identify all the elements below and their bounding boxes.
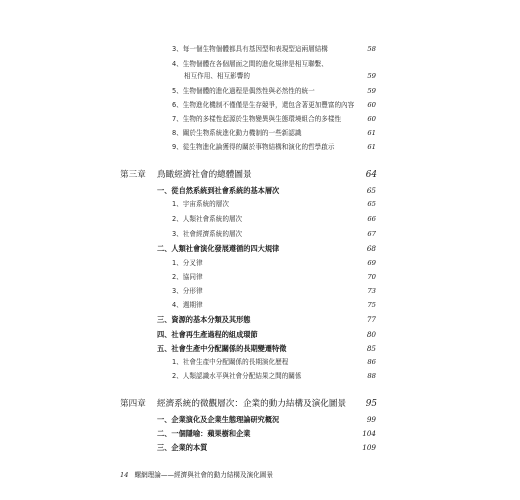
toc-section [0,328,520,341]
toc-section [0,342,520,355]
toc-entry-page: 70 [367,273,376,281]
toc-entry-text: 4、週期律 [172,301,203,309]
toc-entry-text: 相互作用、相互影響的 [184,72,250,80]
toc-entry-text: 6、生物進化機制不僅僅是生存競爭，還包含著更加豐富的內容 [172,101,355,109]
toc-entry-text: 1、宇宙系統的層次 [172,200,229,208]
chapter-page: 95 [365,399,377,409]
toc-entry-text: 1、分叉律 [172,259,203,267]
toc-section [0,441,520,454]
toc-entry-page: 88 [367,372,376,380]
toc-section [0,413,520,426]
toc-entry [0,85,520,98]
toc-entry-page: 60 [367,101,376,109]
toc-section-page: 80 [366,330,376,339]
toc-entry [0,113,520,126]
toc-entry [0,198,520,211]
toc-entry-page: 86 [367,358,376,366]
toc-entry-page: 67 [367,230,376,238]
toc-entry-text: 7、生物的多樣性起源於生物變異與生態環境組合的多樣性 [172,115,342,123]
footer-page-number: 14 [120,471,129,479]
toc-entry [0,271,520,284]
footer-running-title: 螺網理論——經濟與社會的動力結構及演化圖景 [134,471,273,479]
toc-section [0,313,520,326]
toc-section-text: 三、企業的本質 [157,443,208,452]
toc-section [0,427,520,440]
toc-entry-page: 58 [367,45,376,53]
toc-section-page: 68 [366,244,376,253]
chapter-heading [0,398,520,411]
toc-section-text: 一、企業演化及企業生態理論研究概況 [157,415,280,424]
toc-entry [0,43,520,56]
toc-section-text: 二、人類社會演化發展遵循的四大規律 [157,244,280,253]
chapter-title: 經濟系統的微觀層次：企業的動力結構及演化圖景 [157,399,347,409]
toc-section-page: 99 [366,415,376,424]
toc-entry-text: 9、從生物進化論獲得的關於事物結構和演化的哲學啟示 [172,143,335,151]
toc-entry [0,356,520,369]
toc-entry [0,141,520,154]
toc-entry-page: 61 [367,143,376,151]
chapter-number: 第四章 [120,399,146,409]
toc-entry [0,70,520,83]
chapter-title: 鳥瞰經濟社會的總體圖景 [157,170,252,180]
toc-entry-text: 2、人類社會系統的層次 [172,215,243,223]
toc-entry [0,127,520,140]
toc-entry [0,285,520,298]
toc-entry-page: 59 [367,72,376,80]
toc-entry-text: 8、關於生物系統進化動力機制的一些新認識 [172,129,302,137]
chapter-heading [0,169,520,182]
toc-entry-page: 69 [367,259,376,267]
toc-section-text: 三、資源的基本分類及其形態 [157,315,251,324]
toc-section-text: 二、一個隱喻：蘋果樹和企業 [157,429,251,438]
toc-entry-page: 60 [367,115,376,123]
toc-entry-text: 3、社會經濟系統的層次 [172,230,243,238]
toc-entry-page: 73 [367,287,376,295]
toc-entry-text: 3、每一個生物個體都具有基因型和表現型這兩層結構 [172,45,328,53]
toc-entry-text: 5、生物個體的進化過程是偶然性與必然性的統一 [172,87,315,95]
toc-entry [0,370,520,383]
toc-entry-page: 59 [367,87,376,95]
toc-entry [0,213,520,226]
page-footer [120,470,273,480]
toc-section [0,242,520,255]
toc-entry [0,228,520,241]
toc-section-page: 85 [366,344,376,353]
toc-section-page: 77 [366,315,376,324]
chapter-page: 64 [365,170,377,180]
toc-section-page: 109 [362,443,376,452]
toc-entry-page: 75 [367,301,376,309]
toc-entry-text: 2、人類認識水平與社會分配結果之間的關係 [172,372,302,380]
chapter-number: 第三章 [120,170,146,180]
toc-entry-page: 61 [367,129,376,137]
toc-entry-page: 65 [367,200,376,208]
toc-section-text: 四、社會再生產過程的組成環節 [157,330,258,339]
toc-section-page: 65 [366,186,376,195]
toc-entry-text: 3、分形律 [172,287,203,295]
toc-section-page: 104 [362,429,376,438]
toc-entry [0,299,520,312]
toc-entry [0,99,520,112]
toc-section-text: 一、從自然系統到社會系統的基本層次 [157,186,280,195]
toc-entry [0,257,520,270]
toc-entry-page: 66 [367,215,376,223]
toc-entry-text: 2、協同律 [172,273,203,281]
toc-entry-text: 4、生物個體在各個層面之間的進化規律是相互聯繫、 [172,60,328,68]
toc-entry-text: 1、社會生產中分配關係的長期演化歷程 [172,358,289,366]
toc-section-text: 五、社會生產中分配關係的長期變遷特徵 [157,344,287,353]
toc-section [0,184,520,197]
